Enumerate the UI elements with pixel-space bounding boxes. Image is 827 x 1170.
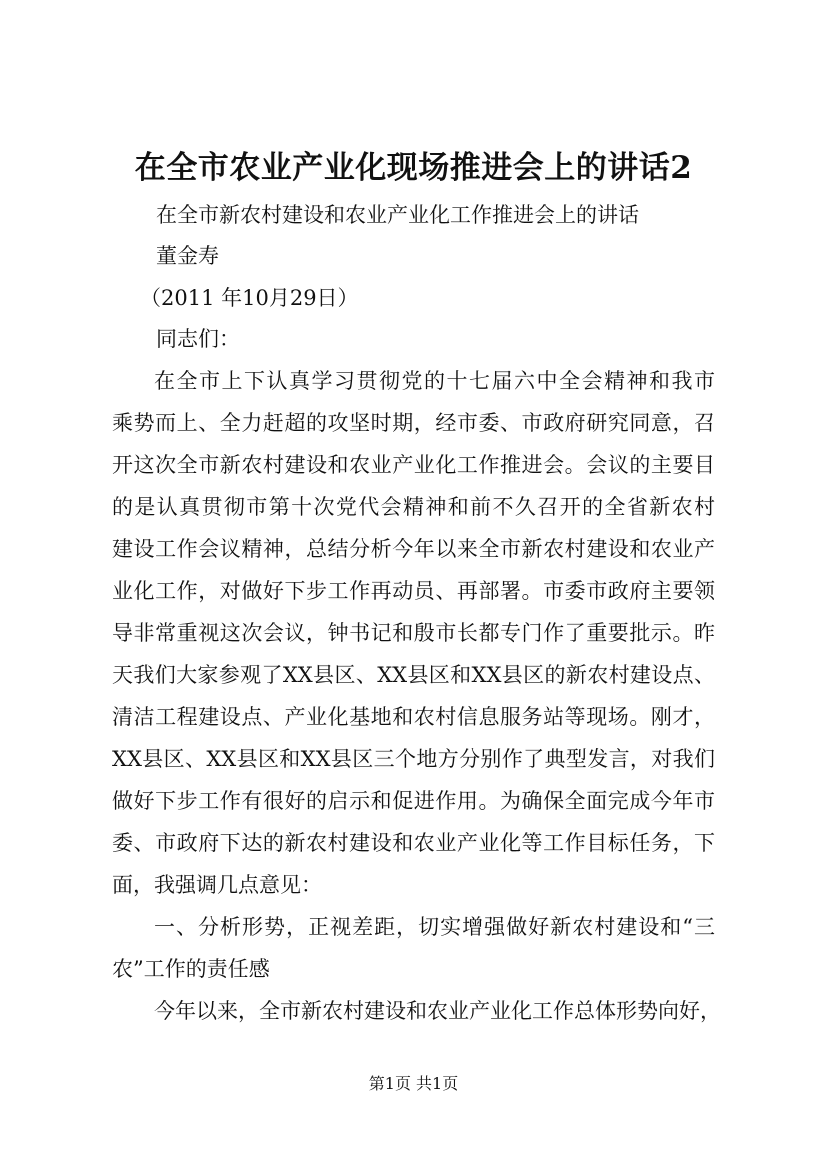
paragraph-line: 业化工作，对做好下步工作再动员、再部署。市委市政府主要领 [112, 579, 715, 603]
paragraph-line: 委、市政府下达的新农村建设和农业产业化等工作目标任务，下 [112, 831, 715, 855]
paragraph-line: 导非常重视这次会议，钟书记和殷市长都专门作了重要批示。昨 [112, 621, 715, 645]
paragraph-line: 今年以来，全市新农村建设和农业产业化工作总体形势向好， [154, 999, 721, 1023]
document-title: 在全市农业产业化现场推进会上的讲话2 [134, 150, 693, 186]
paragraph-line: 乘势而上、全力赶超的攻坚时期，经市委、市政府研究同意，召 [112, 411, 715, 435]
paragraph-line: XX县区、XX县区和XX县区三个地方分别作了典型发言，对我们 [112, 747, 715, 771]
section-heading-line: 一、分析形势，正视差距，切实增强做好新农村建设和“三 [154, 915, 715, 939]
paragraph-line: 做好下步工作有很好的启示和促进作用。为确保全面完成今年市 [112, 789, 715, 813]
document-subtitle: 在全市新农村建设和农业产业化工作推进会上的讲话 [156, 203, 639, 227]
paragraph-line: 的是认真贯彻市第十次党代会精神和前不久召开的全省新农村 [112, 495, 715, 519]
paragraph-line: 建设工作会议精神，总结分析今年以来全市新农村建设和农业产 [112, 537, 715, 561]
page-footer: 第1页 共1页 [368, 1074, 459, 1093]
paragraph-line: 在全市上下认真学习贯彻党的十七届六中全会精神和我市 [154, 369, 715, 393]
section-heading-line: 农”工作的责任感 [112, 957, 270, 981]
paragraph-line: 天我们大家参观了XX县区、XX县区和XX县区的新农村建设点、 [112, 663, 715, 687]
paragraph-line: 面，我强调几点意见： [112, 873, 322, 897]
speech-date: （2011 年10月29日） [140, 286, 359, 310]
paragraph-line: 清洁工程建设点、产业化基地和农村信息服务站等现场。刚才， [112, 705, 715, 729]
author-name: 董金寿 [156, 244, 219, 268]
salutation: 同志们： [156, 327, 240, 351]
paragraph-line: 开这次全市新农村建设和农业产业化工作推进会。会议的主要目 [112, 453, 715, 477]
